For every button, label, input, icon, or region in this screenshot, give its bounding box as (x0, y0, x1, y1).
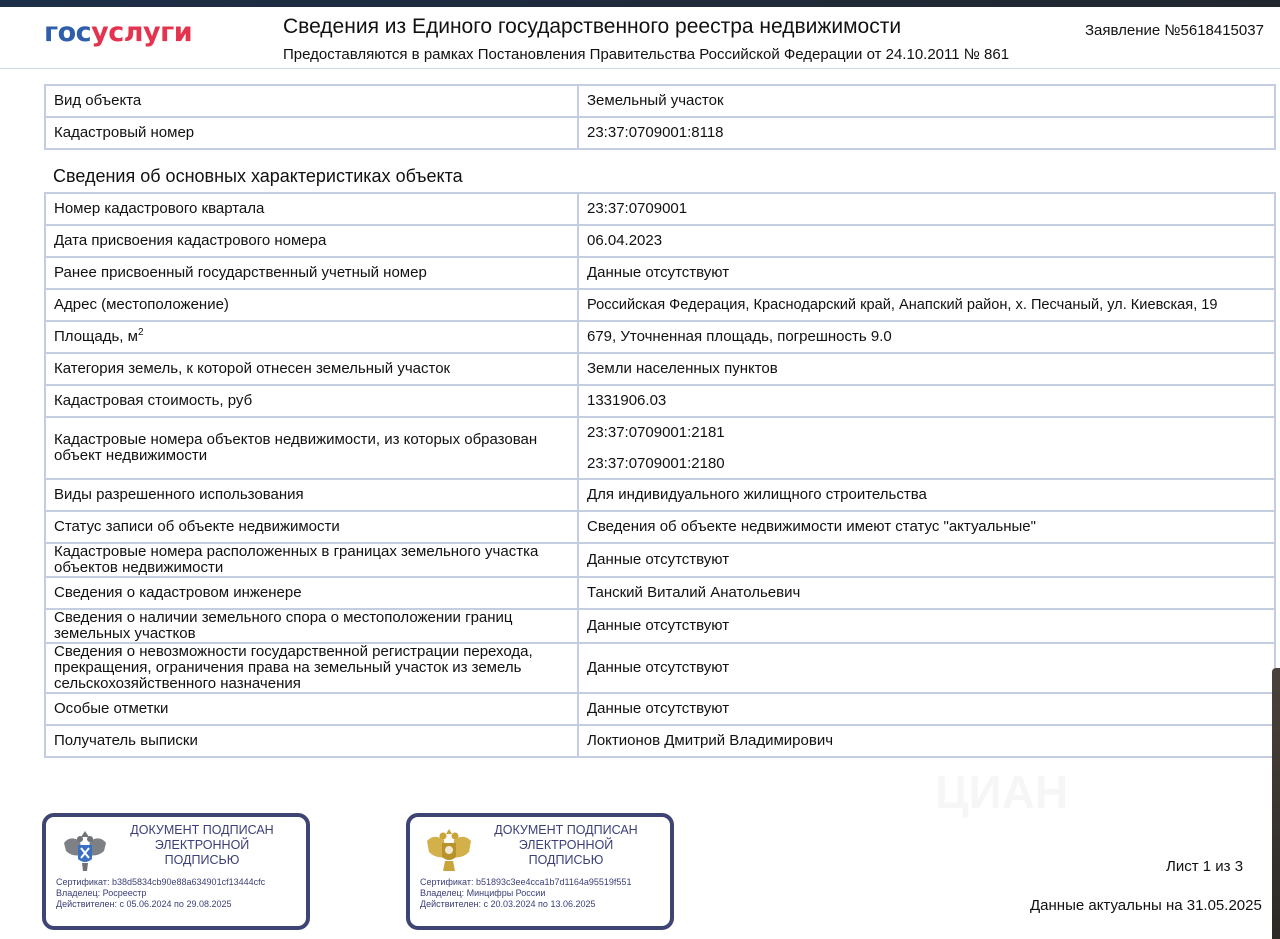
row-label: Статус записи об объекте недвижимости (45, 511, 578, 543)
table-row (45, 257, 1275, 289)
table-row (45, 117, 1275, 149)
row-label: Получатель выписки (45, 725, 578, 757)
row-label: Ранее присвоенный государственный учетный номер (45, 257, 578, 289)
row-label: Сведения о кадастровом инженере (45, 577, 578, 609)
row-value: Для индивидуального жилищного строительства (578, 479, 1275, 511)
row-value: 679, Уточненная площадь, погрешность 9.0 (578, 321, 1275, 353)
table-row (45, 643, 1275, 693)
row-value: 23:37:0709001:8118 (578, 117, 1275, 149)
row-value: 23:37:0709001 (578, 193, 1275, 225)
table-row (45, 725, 1275, 757)
cadastral-number: 23:37:0709001:2181 (587, 423, 725, 441)
row-label: Кадастровые номера расположенных в границах земельного участка объектов недвижимости (45, 543, 578, 577)
stamp-title: ДОКУМЕНТ ПОДПИСАН ЭЛЕКТРОННОЙ ПОДПИСЬЮ (130, 823, 274, 867)
row-value: Данные отсутствуют (578, 693, 1275, 725)
row-label: Кадастровый номер (45, 117, 578, 149)
certificate-owner: Владелец: Минцифры России (420, 888, 546, 898)
row-value: Данные отсутствуют (578, 609, 1275, 643)
table-row (45, 85, 1275, 117)
row-label: Кадастровые номера объектов недвижимости, из которых образован объект недвижимости (45, 417, 578, 479)
rosreestr-emblem-icon (60, 825, 110, 875)
stamp-info (56, 877, 265, 910)
certificate-id: Сертификат: b38d5834cb90e88a634901cf13444cfc (56, 877, 266, 887)
table-row (45, 577, 1275, 609)
section-title: Сведения об основных характеристиках объекта (53, 166, 463, 186)
page-counter: Лист 1 из 3 (1166, 858, 1244, 875)
row-label: Сведения о невозможности государственной регистрации перехода, прекращения, ограничения права на земельный участок из земель сельскохозяйственного назначения (45, 643, 578, 693)
row-value: Данные отсутствуют (578, 643, 1275, 693)
row-label: Номер кадастрового квартала (45, 193, 578, 225)
row-label: Кадастровая стоимость, руб (45, 385, 578, 417)
certificate-validity: Действителен: с 05.06.2024 по 29.08.2025 (56, 899, 232, 909)
row-label: Адрес (местоположение) (45, 289, 578, 321)
row-label: Категория земель, к которой отнесен земельный участок (45, 353, 578, 385)
table-row (45, 417, 1275, 479)
signature-stamp-mintsifry (406, 813, 674, 930)
overlapping-window-edge (1272, 668, 1280, 939)
row-value: Российская Федерация, Краснодарский край, Анапский район, х. Песчаный, ул. Киевская, 19 (578, 289, 1275, 321)
row-value: Данные отсутствуют (578, 257, 1275, 289)
row-label: Виды разрешенного использования (45, 479, 578, 511)
row-value: Земельный участок (578, 85, 1275, 117)
table-row (45, 193, 1275, 225)
cadastral-number: 23:37:0709001:2180 (587, 454, 725, 472)
table-row (45, 289, 1275, 321)
row-value: Земли населенных пунктов (578, 353, 1275, 385)
table-row (45, 353, 1275, 385)
table-row (45, 479, 1275, 511)
signature-stamp-rosreestr (42, 813, 310, 930)
row-value: Локтионов Дмитрий Владимирович (578, 725, 1275, 757)
row-label: Дата присвоения кадастрового номера (45, 225, 578, 257)
row-label: Вид объекта (45, 85, 578, 117)
row-label: Сведения о наличии земельного спора о местоположении границ земельных участков (45, 609, 578, 643)
table-row (45, 543, 1275, 577)
row-label: Особые отметки (45, 693, 578, 725)
object-table (44, 84, 1276, 150)
certificate-validity: Действителен: с 20.03.2024 по 13.06.2025 (420, 899, 596, 909)
document-header (0, 7, 1280, 69)
data-actual-date: Данные актуальны на 31.05.2025 (1030, 897, 1262, 914)
characteristics-table (44, 192, 1276, 758)
stamp-title: ДОКУМЕНТ ПОДПИСАН ЭЛЕКТРОННОЙ ПОДПИСЬЮ (494, 823, 638, 867)
table-row (45, 321, 1275, 353)
certificate-owner: Владелец: Росреестр (56, 888, 147, 898)
document-title: Сведения из Единого государственного реестра недвижимости (283, 15, 902, 38)
table-row (45, 511, 1275, 543)
watermark (935, 765, 1068, 819)
document-subtitle: Предоставляются в рамках Постановления Правительства Российской Федерации от 24.10.2011 № 861 (283, 46, 1010, 63)
table-row (45, 693, 1275, 725)
row-label: Площадь, $м^2$ (45, 321, 578, 353)
row-value: 1331906.03 (578, 385, 1275, 417)
certificate-id: Сертификат: b51893c3ee4cca1b7d1164a95519f551 (420, 877, 632, 887)
table-row (45, 385, 1275, 417)
russia-coat-of-arms-icon (424, 825, 474, 875)
row-value (578, 417, 1275, 479)
gosuslugi-logo: госуслуги (44, 17, 193, 48)
row-value: 06.04.2023 (578, 225, 1275, 257)
table-row (45, 609, 1275, 643)
row-value: Танский Виталий Анатольевич (578, 577, 1275, 609)
application-number: Заявление №5618415037 (1085, 22, 1264, 39)
table-row (45, 225, 1275, 257)
window-top-bar (0, 0, 1280, 7)
stamp-info (420, 877, 631, 910)
row-value: Сведения об объекте недвижимости имеют статус "актуальные" (578, 511, 1275, 543)
row-value: Данные отсутствуют (578, 543, 1275, 577)
